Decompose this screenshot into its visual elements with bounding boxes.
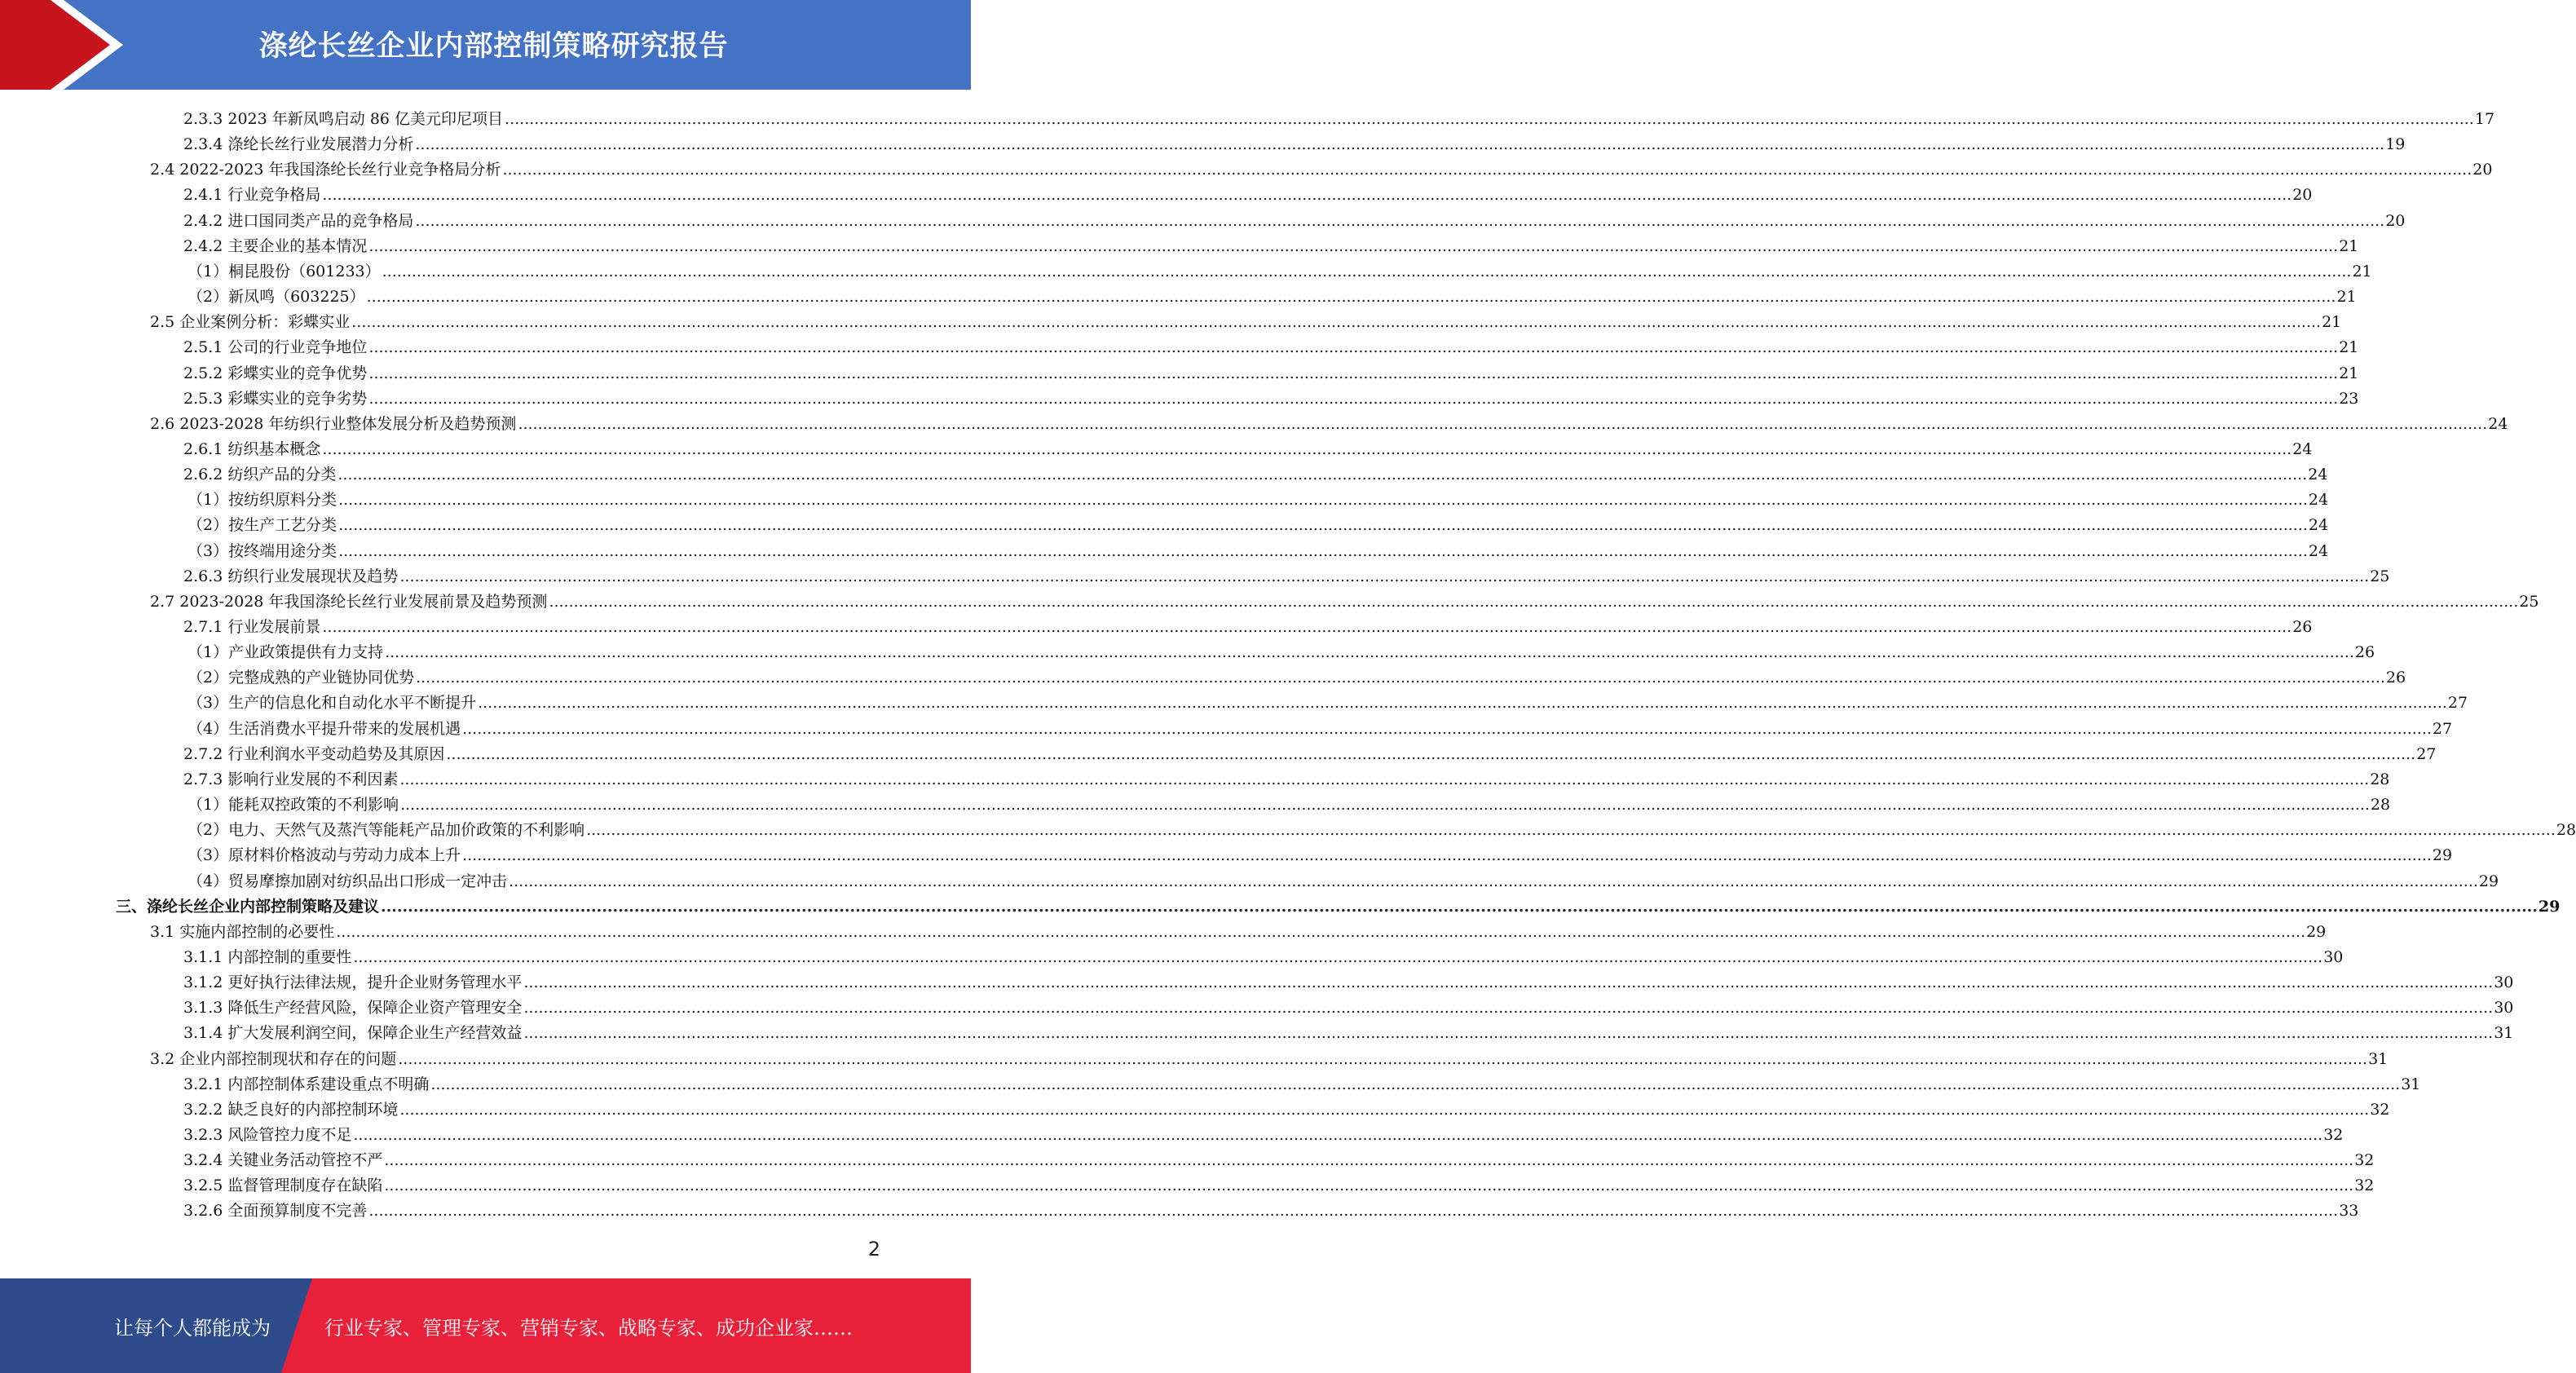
toc-leader-dots: ................................................................................................................................................................................................................................................................................................................................................................................................................ (400, 796, 2370, 815)
toc-leader-dots: ................................................................................................................................................................................................................................................................................................................................................................................................................ (336, 922, 2306, 941)
toc-entry[interactable] (187, 256, 2372, 281)
toc-entry[interactable] (183, 611, 2313, 637)
toc-entry-page: 29 (2538, 897, 2561, 916)
toc-entry-page: 21 (2336, 288, 2357, 307)
toc-entry-page: 21 (2339, 338, 2359, 357)
toc-entry-page: 23 (2339, 389, 2359, 408)
toc-leader-dots: ................................................................................................................................................................................................................................................................................................................................................................................................................ (523, 1024, 2494, 1043)
toc-leader-dots: ................................................................................................................................................................................................................................................................................................................................................................................................................ (368, 389, 2339, 408)
toc-leader-dots: ................................................................................................................................................................................................................................................................................................................................................................................................................ (366, 288, 2336, 307)
toc-entry[interactable] (183, 764, 2390, 789)
toc-entry-label: 2.4.1 行业竞争格局 (183, 186, 321, 205)
toc-entry[interactable] (183, 104, 2495, 129)
toc-entry-page: 32 (2370, 1100, 2390, 1119)
toc-entry-label: 2.5.1 公司的行业竞争地位 (183, 338, 368, 357)
toc-entry-page: 32 (2354, 1151, 2375, 1170)
toc-entry-label: 三、涤纶长丝企业内部控制策略及建议 (116, 897, 380, 916)
toc-leader-dots: ................................................................................................................................................................................................................................................................................................................................................................................................................ (509, 872, 2478, 890)
toc-entry-page: 24 (2308, 541, 2329, 560)
toc-entry-page: 31 (2368, 1049, 2389, 1068)
toc-entry[interactable] (183, 358, 2359, 383)
toc-entry[interactable] (187, 510, 2329, 535)
toc-entry-page: 27 (2447, 694, 2468, 713)
toc-entry-page: 30 (2323, 947, 2344, 966)
toc-entry[interactable] (187, 687, 2468, 713)
toc-entry[interactable] (187, 840, 2453, 865)
toc-entry-page: 31 (2401, 1075, 2421, 1093)
toc-entry-label: （1）桐昆股份（601233） (187, 262, 381, 280)
toc-entry-page: 26 (2385, 669, 2406, 687)
toc-entry[interactable] (187, 866, 2499, 891)
toc-leader-dots: ................................................................................................................................................................................................................................................................................................................................................................................................................ (415, 211, 2385, 230)
toc-entry-label: 2.4.2 进口国同类产品的竞争格局 (183, 211, 414, 230)
toc-entry-label: 3.2.1 内部控制体系建设重点不明确 (183, 1075, 430, 1093)
toc-entry-page: 19 (2385, 135, 2406, 154)
toc-entry[interactable] (183, 1119, 2344, 1145)
toc-leader-dots: ................................................................................................................................................................................................................................................................................................................................................................................................................ (338, 516, 2308, 535)
toc-entry[interactable] (183, 383, 2359, 408)
toc-leader-dots: ................................................................................................................................................................................................................................................................................................................................................................................................................ (385, 643, 2354, 662)
toc-leader-dots: ................................................................................................................................................................................................................................................................................................................................................................................................................ (353, 1126, 2323, 1144)
toc-entry-page: 21 (2352, 262, 2372, 280)
toc-entry[interactable] (187, 662, 2406, 687)
toc-entry[interactable] (183, 1018, 2514, 1043)
toc-entry-page: 25 (2370, 567, 2390, 585)
toc-entry-page: 24 (2292, 439, 2313, 458)
toc-entry-page: 32 (2323, 1126, 2344, 1144)
toc-entry-label: 3.2.5 监督管理制度存在缺陷 (183, 1177, 383, 1195)
toc-entry[interactable] (183, 967, 2514, 992)
toc-leader-dots: ................................................................................................................................................................................................................................................................................................................................................................................................................ (586, 821, 2556, 840)
toc-entry-page: 27 (2416, 744, 2437, 763)
toc-entry-label: 2.3.4 涤纶长丝行业发展潜力分析 (183, 135, 414, 154)
toc-leader-dots: ................................................................................................................................................................................................................................................................................................................................................................................................................ (416, 669, 2385, 687)
toc-leader-dots: ................................................................................................................................................................................................................................................................................................................................................................................................................ (322, 618, 2292, 636)
toc-entry-page: 24 (2308, 491, 2329, 510)
toc-entry-page: 21 (2339, 364, 2359, 382)
toc-entry[interactable] (150, 916, 2327, 942)
toc-entry-label: 3.1 实施内部控制的必要性 (150, 922, 335, 941)
toc-leader-dots: ................................................................................................................................................................................................................................................................................................................................................................................................................ (368, 236, 2339, 255)
toc-entry-label: （3）按终端用途分类 (187, 541, 337, 560)
toc-entry[interactable] (187, 484, 2329, 510)
toc-entry[interactable] (183, 129, 2406, 154)
toc-entry[interactable] (116, 891, 2561, 916)
toc-leader-dots: ................................................................................................................................................................................................................................................................................................................................................................................................................ (549, 592, 2519, 611)
footer-slogan-left: 让每个人都能成为 (114, 1316, 271, 1340)
toc-entry-page: 28 (2556, 821, 2576, 840)
toc-entry-label: 3.2.6 全面预算制度不完善 (183, 1202, 368, 1221)
toc-leader-dots: ................................................................................................................................................................................................................................................................................................................................................................................................................ (399, 567, 2370, 585)
toc-leader-dots: ................................................................................................................................................................................................................................................................................................................................................................................................................ (338, 541, 2308, 560)
toc-entry-page: 33 (2339, 1202, 2359, 1221)
toc-leader-dots: ................................................................................................................................................................................................................................................................................................................................................................................................................ (399, 1100, 2370, 1119)
toc-entry[interactable] (183, 1094, 2390, 1119)
toc-entry-label: 2.7.2 行业利润水平变动趋势及其原因 (183, 744, 445, 763)
toc-entry-label: （3）生产的信息化和自动化水平不断提升 (187, 694, 477, 713)
toc-leader-dots: ................................................................................................................................................................................................................................................................................................................................................................................................................ (368, 364, 2339, 382)
toc-leader-dots: ................................................................................................................................................................................................................................................................................................................................................................................................................ (384, 1177, 2354, 1195)
toc-entry[interactable] (183, 332, 2359, 357)
toc-leader-dots: ................................................................................................................................................................................................................................................................................................................................................................................................................ (502, 161, 2472, 179)
toc-entry-page: 24 (2308, 516, 2329, 535)
toc-leader-dots: ................................................................................................................................................................................................................................................................................................................................................................................................................ (523, 973, 2494, 992)
toc-entry-label: （2）新凤鸣（603225） (187, 288, 365, 307)
toc-entry-label: 2.5.2 彩蝶实业的竞争优势 (183, 364, 368, 382)
page-header (0, 0, 971, 90)
toc-entry[interactable] (187, 789, 2391, 815)
toc-entry-page: 21 (2339, 236, 2359, 255)
toc-entry-label: 2.7.1 行业发展前景 (183, 618, 321, 636)
toc-leader-dots: ................................................................................................................................................................................................................................................................................................................................................................................................................ (322, 439, 2292, 458)
toc-entry[interactable] (150, 307, 2342, 332)
toc-leader-dots: ................................................................................................................................................................................................................................................................................................................................................................................................................ (381, 897, 2538, 916)
toc-leader-dots: ................................................................................................................................................................................................................................................................................................................................................................................................................ (398, 1049, 2368, 1068)
toc-entry[interactable] (183, 1145, 2375, 1170)
toc-entry-page: 20 (2385, 211, 2406, 230)
toc-entry-label: 3.1.1 内部控制的重要性 (183, 947, 352, 966)
toc-entry[interactable] (183, 205, 2406, 231)
toc-entry-label: 2.5 企业案例分析：彩蝶实业 (150, 313, 351, 332)
toc-entry-page: 30 (2494, 973, 2514, 992)
toc-entry-label: （4）生活消费水平提升带来的发展机遇 (187, 719, 461, 738)
toc-entry-page: 27 (2432, 719, 2453, 738)
toc-entry[interactable] (150, 154, 2493, 179)
toc-leader-dots: ................................................................................................................................................................................................................................................................................................................................................................................................................ (337, 466, 2308, 484)
toc-entry[interactable] (183, 1170, 2375, 1195)
toc-entry-label: （1）按纺织原料分类 (187, 491, 337, 510)
toc-entry-label: 2.7.3 影响行业发展的不利因素 (183, 770, 399, 788)
toc-entry[interactable] (183, 942, 2344, 967)
toc-entry-label: 3.2.2 缺乏良好的内部控制环境 (183, 1100, 399, 1119)
toc-entry[interactable] (183, 561, 2390, 586)
toc-entry-page: 25 (2519, 592, 2539, 611)
toc-entry[interactable] (150, 1044, 2389, 1069)
toc-entry-label: 2.3.3 2023 年新凤鸣启动 86 亿美元印尼项目 (183, 110, 504, 128)
toc-entry-label: 3.1.2 更好执行法律法规，提升企业财务管理水平 (183, 973, 523, 992)
toc-entry-label: 3.1.4 扩大发展利润空间，保障企业生产经营效益 (183, 1024, 523, 1043)
toc-entry-label: （2）完整成熟的产业链协同优势 (187, 669, 415, 687)
toc-entry[interactable] (187, 815, 2576, 840)
toc-entry-label: （2）按生产工艺分类 (187, 516, 337, 535)
toc-entry-label: 2.6.1 纺织基本概念 (183, 439, 321, 458)
toc-entry[interactable] (183, 992, 2514, 1018)
page-footer (0, 1278, 971, 1373)
toc-entry[interactable] (183, 1069, 2421, 1094)
toc-entry-label: （1）产业政策提供有力支持 (187, 643, 384, 662)
toc-entry-page: 30 (2494, 999, 2514, 1018)
toc-entry-page: 29 (2432, 846, 2453, 865)
toc-leader-dots: ................................................................................................................................................................................................................................................................................................................................................................................................................ (462, 719, 2432, 738)
toc-leader-dots: ................................................................................................................................................................................................................................................................................................................................................................................................................ (353, 947, 2323, 966)
toc-entry-page: 29 (2478, 872, 2499, 890)
toc-entry-label: 3.2.3 风险管控力度不足 (183, 1126, 352, 1144)
toc-entry[interactable] (187, 281, 2357, 307)
toc-entry-label: 2.7 2023-2028 年我国涤纶长丝行业发展前景及趋势预测 (150, 592, 548, 611)
toc-leader-dots: ................................................................................................................................................................................................................................................................................................................................................................................................................ (415, 135, 2385, 154)
toc-entry-page: 31 (2494, 1024, 2514, 1043)
toc-leader-dots: ................................................................................................................................................................................................................................................................................................................................................................................................................ (523, 999, 2494, 1018)
toc-entry-page: 28 (2370, 796, 2391, 815)
toc-leader-dots: ................................................................................................................................................................................................................................................................................................................................................................................................................ (368, 1202, 2339, 1221)
toc-entry[interactable] (183, 231, 2359, 256)
toc-leader-dots: ................................................................................................................................................................................................................................................................................................................................................................................................................ (368, 338, 2339, 357)
toc-entry-label: 3.2.4 关键业务活动管控不严 (183, 1151, 383, 1170)
toc-entry[interactable] (183, 434, 2313, 459)
toc-entry-page: 20 (2292, 186, 2313, 205)
toc-entry-page: 26 (2354, 643, 2375, 662)
toc-entry[interactable] (183, 179, 2313, 205)
toc-entry[interactable] (187, 713, 2453, 739)
toc-entry-page: 24 (2488, 414, 2508, 433)
toc-entry-label: （2）电力、天然气及蒸汽等能耗产品加价政策的不利影响 (187, 821, 585, 840)
toc-leader-dots: ................................................................................................................................................................................................................................................................................................................................................................................................................ (505, 110, 2474, 128)
toc-entry-label: 2.4 2022-2023 年我国涤纶长丝行业竞争格局分析 (150, 161, 501, 179)
toc-entry[interactable] (187, 536, 2329, 561)
toc-entry-page: 20 (2472, 161, 2493, 179)
toc-entry-label: 2.5.3 彩蝶实业的竞争劣势 (183, 389, 368, 408)
page-number: 2 (867, 1238, 880, 1260)
toc-entry-label: 2.4.2 主要企业的基本情况 (183, 236, 368, 255)
toc-leader-dots: ................................................................................................................................................................................................................................................................................................................................................................................................................ (382, 262, 2352, 280)
toc-entry-page: 21 (2322, 313, 2342, 332)
toc-entry[interactable] (183, 1195, 2359, 1221)
toc-entry-page: 28 (2370, 770, 2390, 788)
toc-entry[interactable] (187, 637, 2375, 662)
toc-leader-dots: ................................................................................................................................................................................................................................................................................................................................................................................................................ (338, 491, 2308, 510)
report-title: 涤纶长丝企业内部控制策略研究报告 (258, 30, 729, 63)
toc-entry-page: 24 (2308, 466, 2328, 484)
toc-entry[interactable] (150, 586, 2539, 611)
footer-slogan-right: 行业专家、管理专家、营销专家、战略专家、成功企业家…… (324, 1316, 853, 1340)
toc-entry[interactable] (150, 408, 2508, 434)
toc-entry-label: （3）原材料价格波动与劳动力成本上升 (187, 846, 461, 865)
toc-leader-dots: ................................................................................................................................................................................................................................................................................................................................................................................................................ (399, 770, 2370, 788)
toc-entry[interactable] (183, 739, 2437, 764)
toc-entry-page: 26 (2292, 618, 2313, 636)
toc-entry-label: 2.6.3 纺织行业发展现状及趋势 (183, 567, 399, 585)
toc-entry-page: 17 (2474, 110, 2495, 128)
toc-leader-dots: ................................................................................................................................................................................................................................................................................................................................................................................................................ (351, 313, 2322, 332)
toc-entry-label: 3.2 企业内部控制现状和存在的问题 (150, 1049, 397, 1068)
toc-entry-page: 29 (2306, 922, 2327, 941)
toc-leader-dots: ................................................................................................................................................................................................................................................................................................................................................................................................................ (478, 694, 2447, 713)
toc-leader-dots: ................................................................................................................................................................................................................................................................................................................................................................................................................ (462, 846, 2432, 865)
toc-entry-label: （4）贸易摩擦加剧对纺织品出口形成一定冲击 (187, 872, 508, 890)
toc-leader-dots: ................................................................................................................................................................................................................................................................................................................................................................................................................ (430, 1075, 2401, 1093)
toc-leader-dots: ................................................................................................................................................................................................................................................................................................................................................................................................................ (518, 414, 2488, 433)
toc-entry[interactable] (183, 459, 2328, 484)
toc-leader-dots: ................................................................................................................................................................................................................................................................................................................................................................................................................ (384, 1151, 2354, 1170)
toc-entry-label: 2.6 2023-2028 年纺织行业整体发展分析及趋势预测 (150, 414, 517, 433)
toc-leader-dots: ................................................................................................................................................................................................................................................................................................................................................................................................................ (322, 186, 2292, 205)
toc-entry-label: 3.1.3 降低生产经营风险，保障企业资产管理安全 (183, 999, 523, 1018)
toc-leader-dots: ................................................................................................................................................................................................................................................................................................................................................................................................................ (446, 744, 2416, 763)
toc-entry-label: 2.6.2 纺织产品的分类 (183, 466, 337, 484)
toc-entry-label: （1）能耗双控政策的不利影响 (187, 796, 399, 815)
toc-entry-page: 32 (2354, 1177, 2375, 1195)
